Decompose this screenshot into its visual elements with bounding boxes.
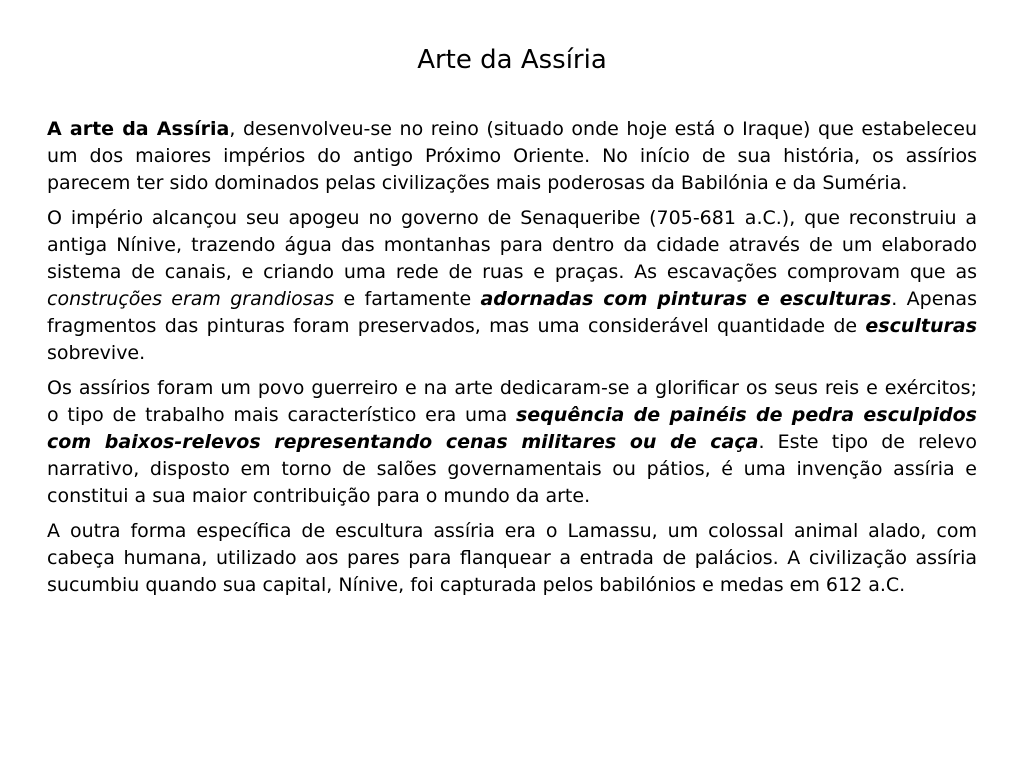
paragraph-3: [47, 375, 977, 510]
paragraph-2-text-b: e fartamente: [334, 288, 481, 310]
paragraph-2-text-a: O império alcançou seu apogeu no governo de Senaqueribe (705-681 a.C.), que reconstruiu a antiga Nínive, trazendo água das montanhas para dentro da cidade através de um elaborado sistema de canais, e criando uma rede de ruas e praças. As escavações comprovam que as: [47, 207, 977, 283]
paragraph-2: [47, 205, 977, 367]
paragraph-2-bold-italic-2: esculturas: [865, 315, 977, 337]
paragraph-1-text: , desenvolveu-se no reino (situado onde hoje está o Iraque) que estabeleceu um dos maiores impérios do antigo Próximo Oriente. No início de sua história, os assírios parecem ter sido dominados pelas civilizações mais poderosas da Babilónia e da Suméria.: [47, 118, 977, 194]
paragraph-2-text-c: . Apenas fragmentos das pinturas foram preservados, mas uma considerável quantidade de: [47, 288, 977, 337]
paragraph-4-text: A outra forma específica de escultura assíria era o Lamassu, um colossal animal alado, com cabeça humana, utilizado aos pares para flanquear a entrada de palácios. A civilização assíria sucumbiu quando sua capital, Nínive, foi capturada pelos babilónios e medas em 612 a.C.: [47, 520, 977, 596]
paragraph-4: [47, 518, 977, 599]
paragraph-3-text-a: Os assírios foram um povo guerreiro e na arte dedicaram-se a glorificar os seus reis e exércitos; o tipo de trabalho mais característico era uma: [47, 377, 977, 426]
paragraph-1-bold: A arte da Assíria: [47, 118, 230, 140]
paragraph-3-bold-italic: sequência de painéis de pedra esculpidos com baixos-relevos representando cenas militares ou de caça: [47, 404, 977, 453]
paragraph-2-bold-italic-1: adornadas com pinturas e esculturas: [480, 288, 892, 310]
paragraph-2-italic: construções eram grandiosas: [47, 288, 335, 310]
paragraph-2-text-d: sobrevive.: [47, 342, 146, 364]
slide-body: [47, 116, 977, 607]
paragraph-1: [47, 116, 977, 197]
slide-title: Arte da Assíria: [417, 45, 607, 75]
paragraph-3-text-b: . Este tipo de relevo narrativo, disposto em torno de salões governamentais ou pátios, é uma invenção assíria e constitui a sua maior contribuição para o mundo da arte.: [47, 431, 977, 507]
